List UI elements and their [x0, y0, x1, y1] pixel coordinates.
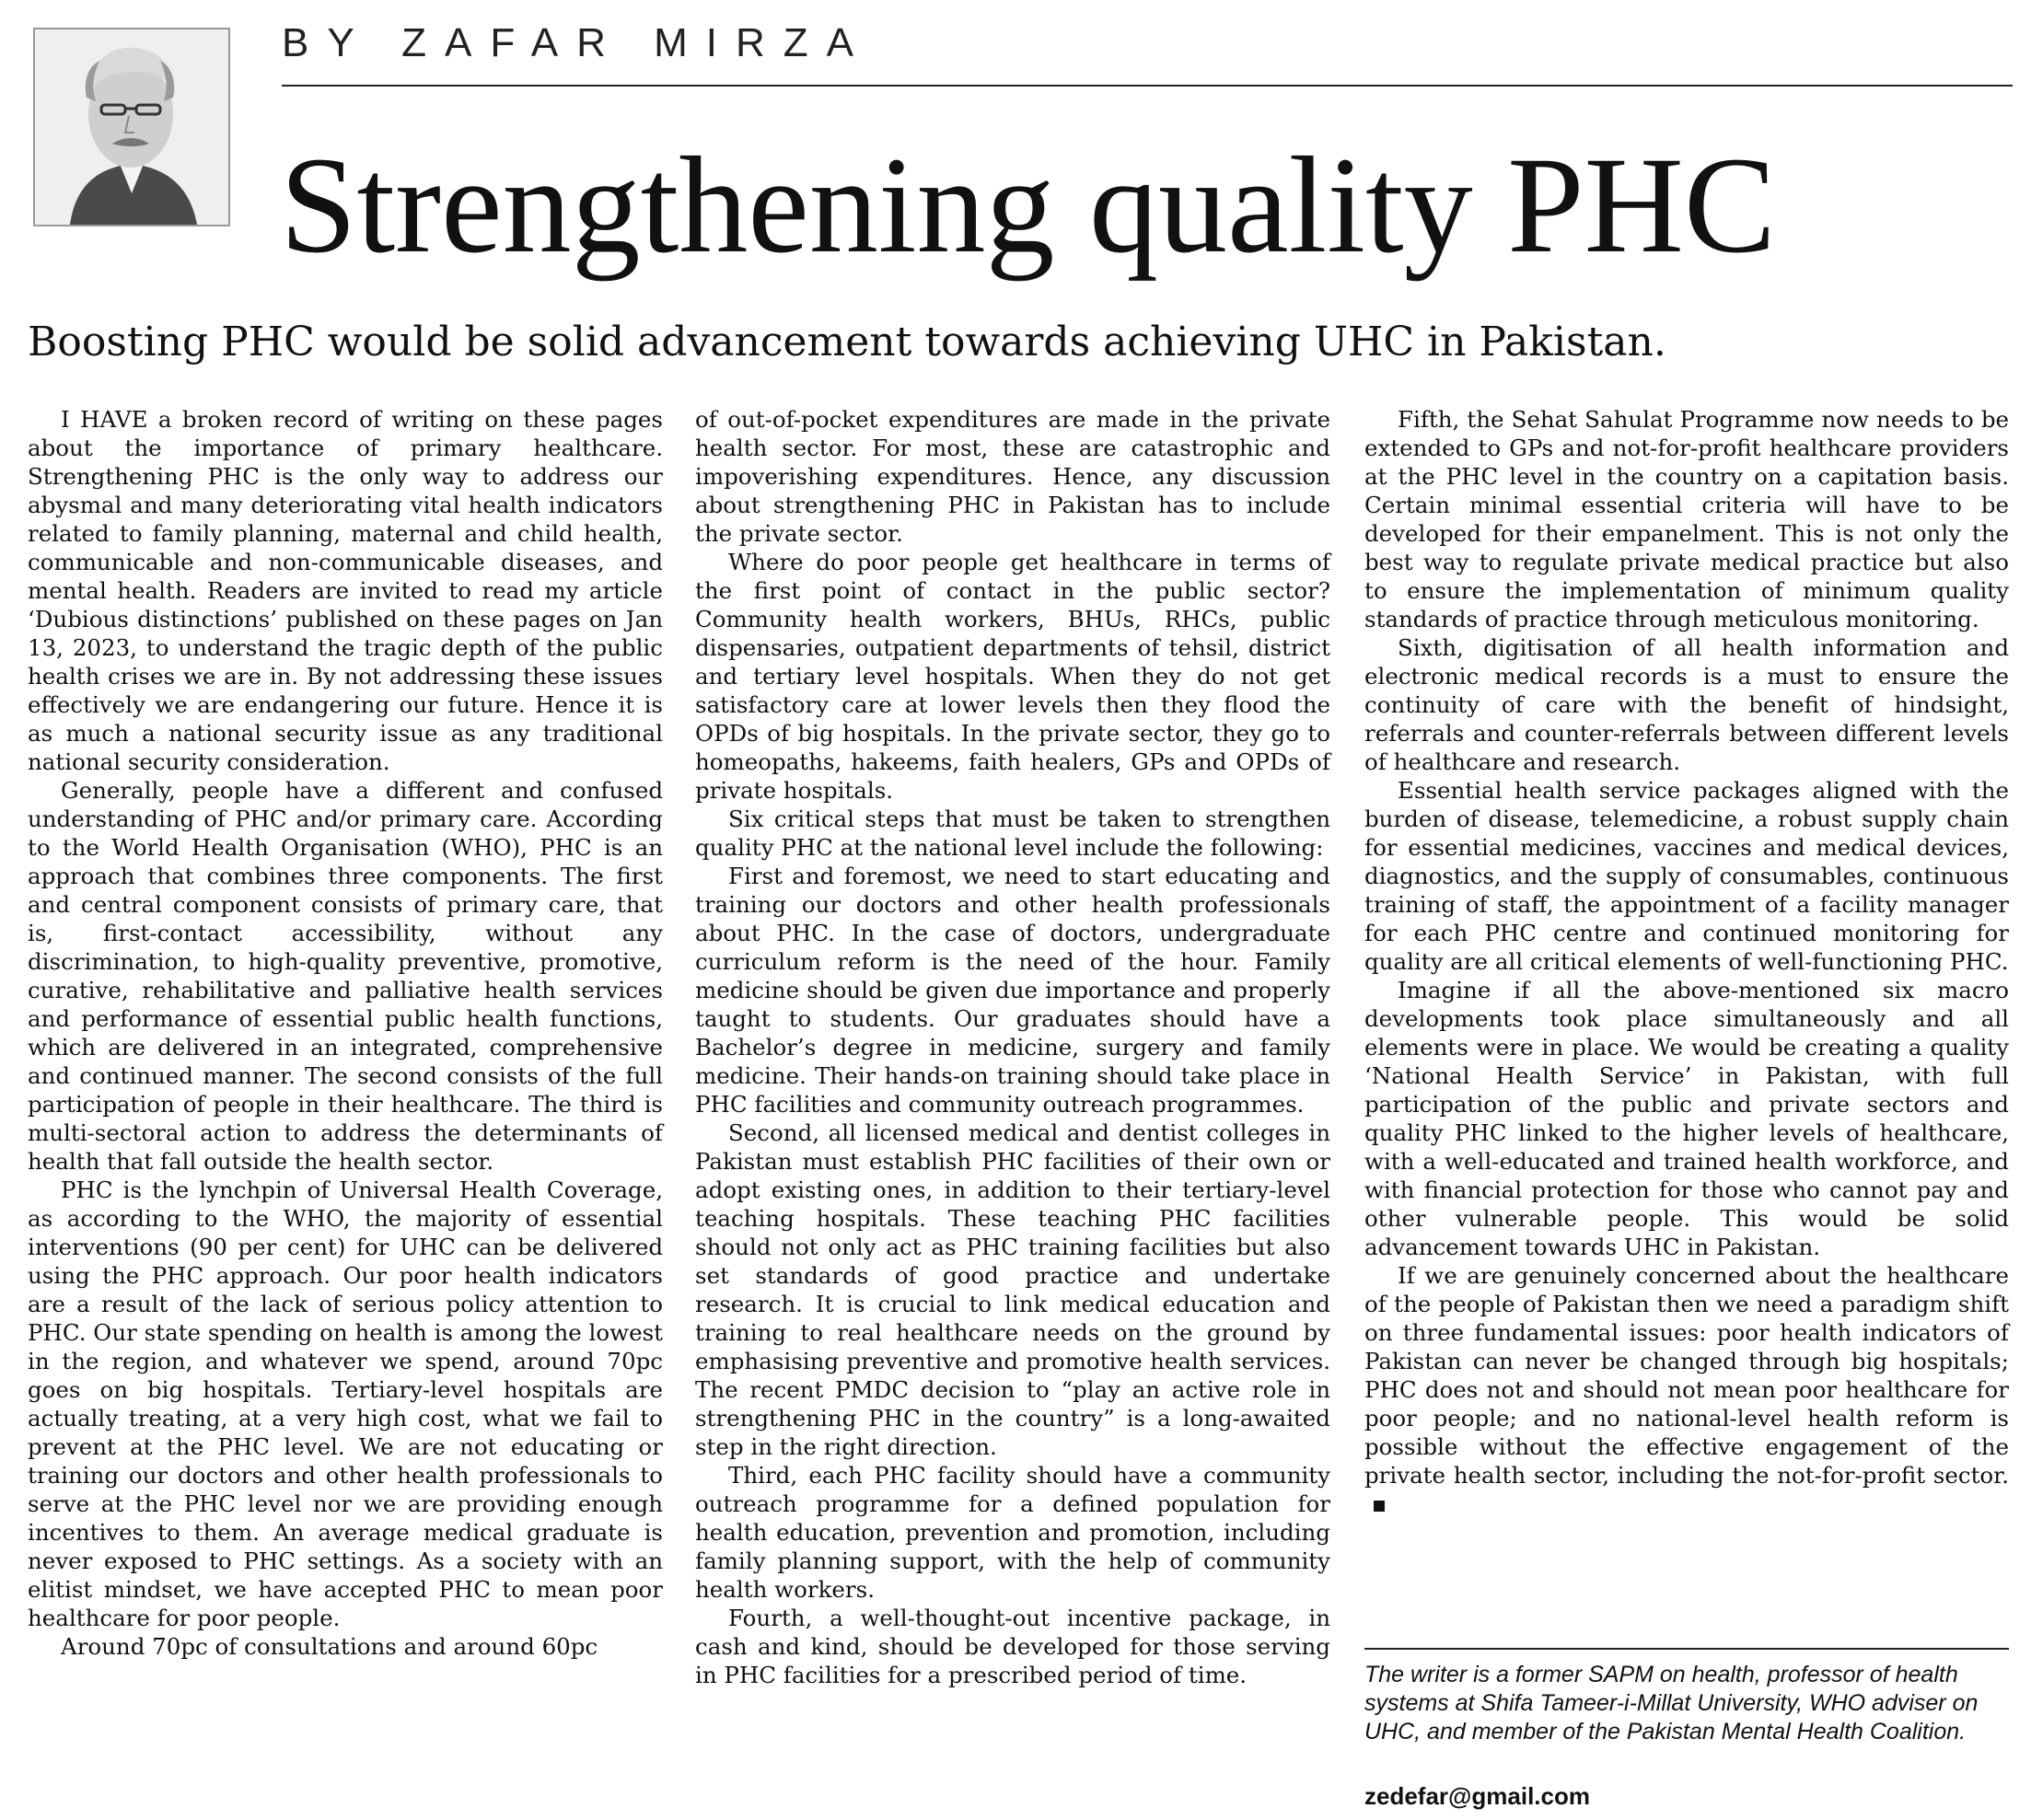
paragraph: Sixth, digitisation of all health information and electronic medical records is a must to ensure the continuity of care with the benefit of hindsight, referrals and counter-referrals between different levels of healthcare and research.: [1364, 634, 2009, 775]
paragraph: Second, all licensed medical and dentist colleges in Pakistan must establish PHC facilities of their own or adopt existing ones, in addition to their tertiary-level teaching hospitals. These teaching PHC facilities should not only act as PHC training facilities but also set standards of good practice and undertake research. It is crucial to link medical education and training to real healthcare needs on the ground by emphasising preventive and promotive health services. The recent PMDC decision to “play an active role in strengthening PHC in the country” is a long-awaited step in the right direction.: [695, 1119, 1330, 1460]
article-column-3: [1364, 405, 2009, 1518]
paragraph: I HAVE a broken record of writing on these pages about the importance of primary healthcare. Strengthening PHC is the only way to address our abysmal and many deteriorating vital health indicators related to family planning, maternal and child health, communicable and non-communicable diseases, and mental health. Readers are invited to read my article ‘Dubious distinctions’ published on these pages on Jan 13, 2023, to understand the tragic depth of the public health crises we are in. By not addressing these issues effectively we are endangering our future. Hence it is as much a national security issue as any traditional national security consideration.: [28, 406, 663, 775]
paragraph: Where do poor people get healthcare in terms of the first point of contact in the public sector? Community health workers, BHUs, RHCs, public dispensaries, outpatient departments of tehsil, district and tertiary level hospitals. When they do not get satisfactory care at lower levels then they flood the OPDs of big hospitals. In the private sector, they go to homeopaths, hakeems, faith healers, GPs and OPDs of private hospitals.: [695, 549, 1330, 804]
article-column-1: [28, 405, 663, 1661]
paragraph-final: [1364, 1261, 2009, 1518]
paragraph: PHC is the lynchpin of Universal Health Coverage, as according to the WHO, the majority of essential interventions (90 per cent) for UHC can be delivered using the PHC approach. Our poor health indicators are a result of the lack of serious policy attention to PHC. Our state spending on health is among the lowest in the region, and whatever we spend, around 70pc goes on big hospitals. Tertiary-level hospitals are actually treating, at a very high cost, what we fail to prevent at the PHC level. We are not educating or training our doctors and other health professionals to serve at the PHC level nor we are providing enough incentives to them. An average medical graduate is never exposed to PHC settings. As a society with an elitist mindset, we have accepted PHC to mean poor healthcare for poor people.: [28, 1177, 663, 1631]
paragraph: Imagine if all the above-mentioned six macro developments took place simultaneously and all elements were in place. We would be creating a quality ‘National Health Service’ in Pakistan, with full participation of the public and private sectors and quality PHC linked to the higher levels of healthcare, with a well-educated and trained health workforce, and with financial protection for those who cannot pay and other vulnerable people. This would be solid advancement towards UHC in Pakistan.: [1364, 977, 2009, 1260]
byline: BY ZAFAR MIRZA: [282, 20, 873, 65]
deck: Boosting PHC would be solid advancement towards achieving UHC in Pakistan.: [28, 319, 1666, 365]
byline-rule: [282, 85, 2013, 87]
author-photo: [33, 28, 230, 226]
paragraph: First and foremost, we need to start educating and training our doctors and other health professionals about PHC. In the case of doctors, undergraduate curriculum reform is the need of the hour. Family medicine should be given due importance and properly taught to students. Our graduates should have a Bachelor’s degree in medicine, surgery and family medicine. Their hands-on training should take place in PHC facilities and community outreach programmes.: [695, 863, 1330, 1118]
author-email: zedefar@gmail.com: [1364, 1782, 1590, 1810]
paragraph: Fifth, the Sehat Sahulat Programme now needs to be extended to GPs and not-for-profit healthcare providers at the PHC level in the country on a capitation basis. Certain minimal essential criteria will have to be developed for their empanelment. This is not only the best way to regulate private medical practice but also to ensure the implementation of minimum quality standards of practice through meticulous monitoring.: [1364, 406, 2009, 632]
paragraph: of out-of-pocket expenditures are made in the private health sector. For most, these are catastrophic and impoverishing expenditures. Hence, any discussion about strengthening PHC in Pakistan has to include the private sector.: [695, 406, 1330, 547]
bio-rule: [1364, 1648, 2009, 1650]
paragraph: Fourth, a well-thought-out incentive package, in cash and kind, should be developed for those serving in PHC facilities for a prescribed period of time.: [695, 1605, 1330, 1688]
author-bio: The writer is a former SAPM on health, professor of health systems at Shifa Tameer-i-Millat University, WHO adviser on UHC, and member of the Pakistan Mental Health Coalition.: [1364, 1662, 1979, 1745]
paragraph: Third, each PHC facility should have a community outreach programme for a defined population for health education, prevention and promotion, including family planning support, with the help of community health workers.: [695, 1462, 1330, 1603]
end-mark-icon: [1374, 1501, 1385, 1512]
paragraph: Essential health service packages aligned with the burden of disease, telemedicine, a robust supply chain for essential medicines, vaccines and medical devices, diagnostics, and the supply of consumables, continuous training of staff, the appointment of a facility manager for each PHC centre and continued monitoring for quality are all critical elements of well-functioning PHC.: [1364, 777, 2009, 975]
paragraph-final-text: If we are genuinely concerned about the healthcare of the people of Pakistan then we need a paradigm shift on three fundamental issues: poor health indicators of Pakistan can never be changed through big hospitals; PHC does not and should not mean poor healthcare for poor people; and no national-level health reform is possible without the effective engagement of the private health sector, including the not-for-profit sector.: [1364, 1262, 2009, 1489]
paragraph: Around 70pc of consultations and around 60pc: [61, 1633, 598, 1660]
paragraph: Generally, people have a different and confused understanding of PHC and/or primary care. According to the World Health Organisation (WHO), PHC is an approach that combines three components. The first and central component consists of primary care, that is, first-contact accessibility, without any discrimination, to high-quality preventive, promotive, curative, rehabilitative and palliative health services and performance of essential public health functions, which are delivered in an integrated, comprehensive and continued manner. The second consists of the full participation of people in their healthcare. The third is multi-sectoral action to address the determinants of health that fall outside the health sector.: [28, 777, 663, 1175]
article-column-2: [695, 405, 1330, 1689]
paragraph: Six critical steps that must be taken to strengthen quality PHC at the national level include the following:: [695, 806, 1330, 861]
author-portrait-graphic: [35, 29, 228, 225]
headline: Strengthening quality PHC: [280, 129, 1776, 282]
